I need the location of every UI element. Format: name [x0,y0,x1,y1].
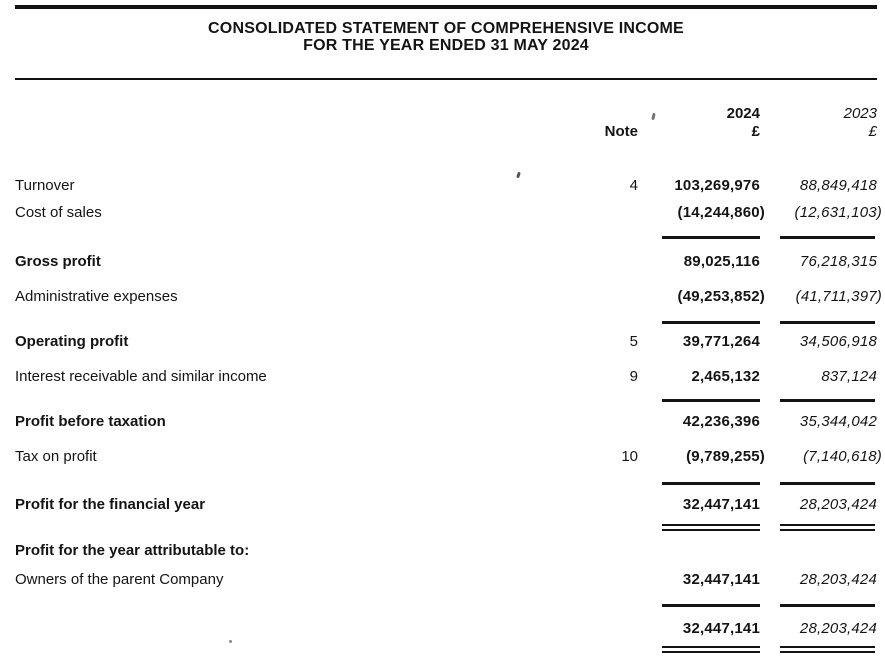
note-value: 4 [629,177,638,194]
value-2024: (14,244,860) [677,204,765,221]
value-2023: 28,203,424 [799,496,877,513]
table-row-total-attributable [15,615,877,642]
double-rule-2023 [780,646,875,653]
table-row-operating-profit [15,328,877,355]
subtotal-rule-row [15,399,877,402]
value-2024: 39,771,264 [682,333,760,350]
value-2024: (9,789,255) [686,448,765,465]
row-label: Turnover [15,177,75,194]
table-row-gross-profit [15,248,877,275]
note-value [538,408,638,435]
table-row-cost-of-sales [15,199,882,226]
total-rule-row [15,524,877,531]
statement-title-line2: FOR THE YEAR ENDED 31 MAY 2024 [303,37,589,54]
value-2023: 35,344,042 [799,413,877,430]
table-row-turnover [15,172,877,199]
row-label: Cost of sales [15,204,102,221]
note-value: 5 [629,333,638,350]
value-2024: 103,269,976 [674,177,760,194]
note-value: 9 [629,368,638,385]
year-2024-label: 2024 [726,105,760,122]
scan-artifact [229,640,232,643]
value-2023: 88,849,418 [799,177,877,194]
value-2023: (41,711,397) [795,288,882,305]
value-2023: 76,218,315 [799,253,877,270]
row-label: Operating profit [15,333,129,350]
note-value [538,615,638,642]
note-value [538,248,638,275]
currency-2024-label: £ [751,123,760,140]
note-value [538,491,638,518]
row-label [15,615,538,642]
year-2023-label: 2023 [843,105,877,122]
value-2024: 2,465,132 [691,368,760,385]
note-value [538,537,638,564]
double-rule-2024 [662,524,760,531]
value-2023: 28,203,424 [799,620,877,637]
value-2023: 34,506,918 [799,333,877,350]
value-2024: 32,447,141 [682,620,760,637]
value-2024: 42,236,396 [682,413,760,430]
top-horizontal-rule [15,5,877,9]
single-rule-2023 [780,236,875,239]
table-row-administrative-expenses [15,283,882,310]
statement-title-line1: CONSOLIDATED STATEMENT OF COMPREHENSIVE INCOME [208,20,684,37]
value-2024: 89,025,116 [683,253,760,270]
subtotal-rule-row [15,482,877,485]
row-label: Profit before taxation [15,413,166,430]
single-rule-2023 [780,399,875,402]
table-row-profit-before-taxation [15,408,877,435]
table-row-tax-on-profit [15,443,882,470]
subtotal-rule-row [15,604,877,607]
value-2024: 32,447,141 [682,496,760,513]
value-2023 [760,537,877,564]
row-label: Tax on profit [15,448,97,465]
note-value [538,283,638,310]
single-rule-2024 [662,399,760,402]
value-2023: (12,631,103) [794,204,882,221]
table-row-owners-of-parent [15,566,877,593]
single-rule-2024 [662,236,760,239]
value-2024: 32,447,141 [682,571,760,588]
table-row-profit-for-financial-year [15,491,877,518]
single-rule-2023 [780,482,875,485]
subtotal-rule-row [15,236,877,239]
single-rule-2024 [662,321,760,324]
row-label: Profit for the year attributable to: [15,542,250,559]
value-2023: 837,124 [821,368,877,385]
row-label: Gross profit [15,253,101,270]
table-row-attributable-heading [15,537,877,564]
single-rule-2023 [780,604,875,607]
table-row-interest-receivable [15,363,877,390]
value-2024 [638,537,760,564]
subtotal-rule-row [15,321,877,324]
column-header-2023 [760,105,877,141]
single-rule-2024 [662,604,760,607]
double-rule-2023 [780,524,875,531]
note-value [538,566,638,593]
single-rule-2023 [780,321,875,324]
header-horizontal-rule [15,78,877,80]
column-header-note: Note [604,123,638,140]
row-label: Interest receivable and similar income [15,368,267,385]
column-header-2024 [638,105,760,141]
statement-title [15,20,877,54]
value-2024: (49,253,852) [677,288,765,305]
row-label: Owners of the parent Company [15,571,224,588]
single-rule-2024 [662,482,760,485]
value-2023: (7,140,618) [803,448,882,465]
total-rule-row [15,646,877,653]
value-2023: 28,203,424 [799,571,877,588]
currency-2023-label: £ [868,123,877,140]
row-label: Profit for the financial year [15,496,206,513]
row-label: Administrative expenses [15,288,178,305]
column-header-row [15,105,877,141]
note-value [538,199,638,226]
double-rule-2024 [662,646,760,653]
note-value: 10 [621,448,638,465]
